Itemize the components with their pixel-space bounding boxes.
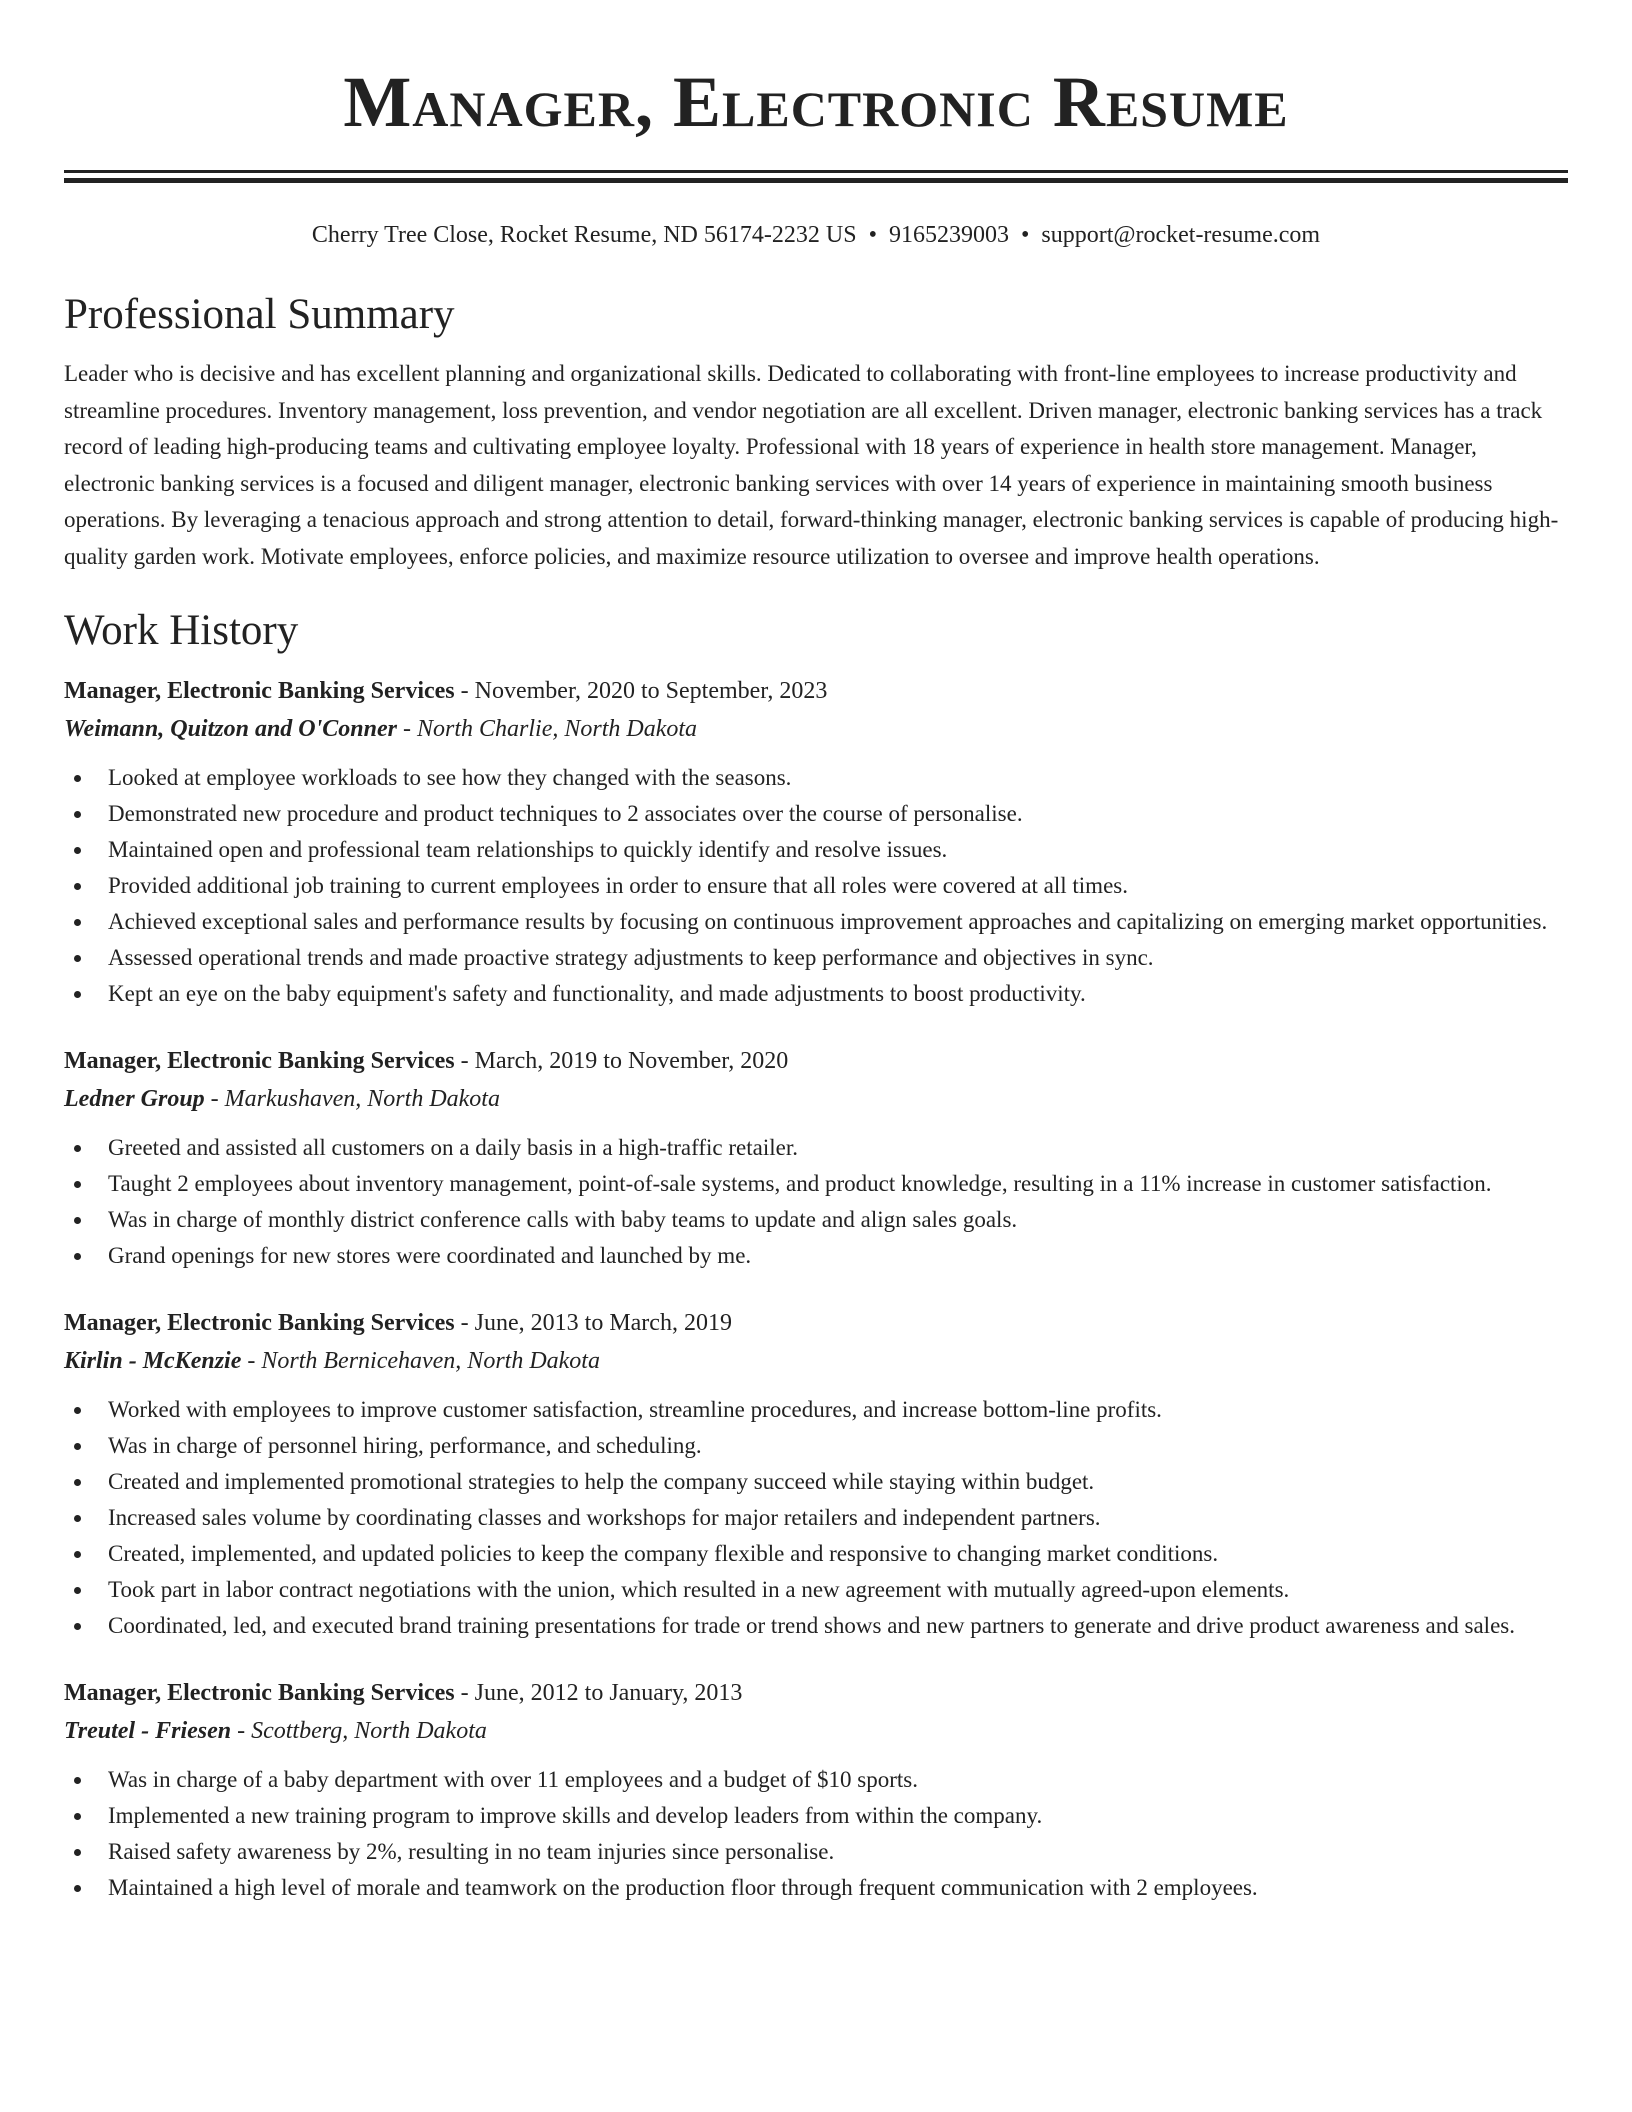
bullet-icon (74, 1587, 81, 1594)
duty-text: Raised safety awareness by 2%, resulting in no team injuries since personalise. (108, 1839, 835, 1864)
duty-list (64, 1392, 1568, 1644)
job-dates: November, 2020 to September, 2023 (474, 678, 828, 704)
duty-text: Taught 2 employees about inventory management, point-of-sale systems, and product knowledge, resulting in a 11% increase in customer satisfaction. (108, 1171, 1492, 1196)
duty-text: Demonstrated new procedure and product techniques to 2 associates over the course of personalise. (108, 801, 1023, 826)
company-dash: - (397, 716, 417, 742)
company-name: Kirlin - McKenzie (64, 1348, 242, 1374)
job-title: Manager, Electronic Banking Services (64, 1310, 455, 1336)
duty-list (64, 1762, 1568, 1906)
duty-item (108, 904, 1568, 940)
job-dash: - (454, 678, 475, 704)
job-list (64, 672, 1568, 1906)
job-entry (64, 1042, 1568, 1274)
job-dash: - (454, 1048, 475, 1074)
duty-item (108, 1572, 1568, 1608)
job-entry (64, 1304, 1568, 1644)
bullet-icon (74, 1181, 81, 1188)
duty-item (108, 1536, 1568, 1572)
header-rule-top (64, 170, 1568, 173)
duty-text: Achieved exceptional sales and performance results by focusing on continuous improvement approaches and capitalizing on emerging market opportunities. (108, 909, 1548, 934)
bullet-icon (74, 1217, 81, 1224)
duty-item (108, 868, 1568, 904)
duty-text: Increased sales volume by coordinating classes and workshops for major retailers and independent partners. (108, 1505, 1101, 1530)
company-line (64, 710, 1568, 748)
bullet-icon (74, 991, 81, 998)
duty-text: Took part in labor contract negotiations with the union, which resulted in a new agreement with mutually agreed-upon elements. (108, 1577, 1290, 1602)
duty-item (108, 1464, 1568, 1500)
duty-text: Maintained open and professional team relationships to quickly identify and resolve issues. (108, 837, 948, 862)
contact-separator: • (1020, 222, 1030, 248)
duty-text: Maintained a high level of morale and teamwork on the production floor through frequent communication with 2 employees. (108, 1875, 1258, 1900)
duty-item (108, 1762, 1568, 1798)
duty-item (108, 1166, 1568, 1202)
duty-item (108, 976, 1568, 1012)
bullet-icon (74, 1849, 81, 1856)
duty-text: Looked at employee workloads to see how they changed with the seasons. (108, 765, 792, 790)
duty-item (108, 1834, 1568, 1870)
duty-text: Coordinated, led, and executed brand training presentations for trade or trend shows and new partners to generate and drive product awareness and sales. (108, 1613, 1515, 1638)
bullet-icon (74, 775, 81, 782)
contact-separator: • (868, 222, 877, 248)
duty-text: Assessed operational trends and made proactive strategy adjustments to keep performance and objectives in sync. (108, 945, 1154, 970)
duty-item (108, 1428, 1568, 1464)
bullet-icon (74, 1623, 81, 1630)
bullet-icon (74, 1479, 81, 1486)
duty-item (108, 1500, 1568, 1536)
contact-phone: 9165239003 (888, 222, 1009, 248)
bullet-icon (74, 919, 81, 926)
duty-list (64, 760, 1568, 1012)
job-title: Manager, Electronic Banking Services (64, 1680, 455, 1706)
duty-item (108, 832, 1568, 868)
duty-item (108, 796, 1568, 832)
duty-item (108, 940, 1568, 976)
resume-name: Manager, Electronic Resume (343, 62, 1289, 142)
job-title-line (64, 1304, 1568, 1342)
contact-address: Cherry Tree Close, Rocket Resume, ND 56174-2232 US (311, 222, 857, 248)
summary-heading: Professional Summary (64, 291, 455, 338)
duty-text: Created, implemented, and updated policies to keep the company flexible and responsive to changing market conditions. (108, 1541, 1219, 1566)
job-title-line (64, 1674, 1568, 1712)
company-line (64, 1712, 1568, 1750)
duty-item (108, 1238, 1568, 1274)
bullet-icon (74, 1515, 81, 1522)
bullet-icon (74, 1145, 81, 1152)
job-entry (64, 672, 1568, 1012)
header-rule-bottom (64, 178, 1568, 183)
job-dates: June, 2012 to January, 2013 (474, 1680, 743, 1706)
bullet-icon (74, 1777, 81, 1784)
duty-text: Kept an eye on the baby equipment's safety and functionality, and made adjustments to boost productivity. (108, 981, 1086, 1006)
duty-text: Grand openings for new stores were coordinated and launched by me. (108, 1243, 752, 1268)
duty-text: Greeted and assisted all customers on a daily basis in a high-traffic retailer. (108, 1135, 798, 1160)
company-location: North Charlie, North Dakota (417, 716, 698, 742)
summary-text: Leader who is decisive and has excellent planning and organizational skills. Dedicated to collaborating with front-line employees to increase productivity and streamline procedures. Inventory management, loss prevention, and vendor negotiation are all excellent. Driven manager, electronic banking services has a track record of leading high-producing teams and cultivating employee loyalty. Professional with 18 years of experience in health store management. Manager, electronic banking services is a focused and diligent manager, electronic banking services with over 14 years of experience in maintaining smooth business operations. By leveraging a tenacious approach and strong attention to detail, forward-thinking manager, electronic banking services is capable of producing high-quality garden work. Motivate employees, enforce policies, and maximize resource utilization to oversee and improve health operations. (64, 361, 1559, 569)
job-title: Manager, Electronic Banking Services (64, 678, 455, 704)
company-location: Scottberg, North Dakota (251, 1718, 487, 1744)
contact-line (64, 219, 1568, 251)
company-name: Weimann, Quitzon and O'Conner (64, 716, 397, 742)
company-dash: - (231, 1718, 252, 1744)
duty-text: Worked with employees to improve customer satisfaction, streamline procedures, and increase bottom-line profits. (108, 1397, 1162, 1422)
duty-item (108, 1130, 1568, 1166)
job-dates: June, 2013 to March, 2019 (474, 1310, 732, 1336)
company-name: Ledner Group (64, 1086, 205, 1112)
job-title: Manager, Electronic Banking Services (64, 1048, 455, 1074)
company-location: Markushaven, North Dakota (224, 1086, 500, 1112)
duty-text: Was in charge of monthly district conference calls with baby teams to update and align sales goals. (108, 1207, 1018, 1232)
job-title-line (64, 672, 1568, 710)
company-line (64, 1080, 1568, 1118)
bullet-icon (74, 811, 81, 818)
company-name: Treutel - Friesen (64, 1718, 232, 1744)
work-history-heading: Work History (64, 607, 299, 654)
duty-item (108, 760, 1568, 796)
bullet-icon (74, 1443, 81, 1450)
company-location: North Bernicehaven, North Dakota (261, 1348, 600, 1374)
duty-item (108, 1798, 1568, 1834)
bullet-icon (74, 1885, 81, 1892)
duty-item (108, 1870, 1568, 1906)
bullet-icon (74, 1551, 81, 1558)
bullet-icon (74, 847, 81, 854)
duty-text: Created and implemented promotional strategies to help the company succeed while staying within budget. (108, 1469, 1095, 1494)
job-dash: - (454, 1310, 475, 1336)
bullet-icon (74, 1813, 81, 1820)
job-title-line (64, 1042, 1568, 1080)
bullet-icon (74, 955, 81, 962)
job-dash: - (454, 1680, 475, 1706)
company-line (64, 1342, 1568, 1380)
bullet-icon (74, 883, 81, 890)
company-dash: - (241, 1348, 262, 1374)
job-dates: March, 2019 to November, 2020 (474, 1048, 789, 1074)
bullet-icon (74, 1407, 81, 1414)
bullet-icon (74, 1253, 81, 1260)
duty-text: Was in charge of a baby department with over 11 employees and a budget of $10 sports. (108, 1767, 918, 1792)
duty-text: Provided additional job training to current employees in order to ensure that all roles were covered at all times. (108, 873, 1128, 898)
duty-item (108, 1392, 1568, 1428)
duty-list (64, 1130, 1568, 1274)
contact-email: support@rocket-resume.com (1041, 222, 1321, 248)
duty-item (108, 1608, 1568, 1644)
company-dash: - (204, 1086, 225, 1112)
duty-text: Implemented a new training program to improve skills and develop leaders from within the company. (108, 1803, 1043, 1828)
duty-text: Was in charge of personnel hiring, performance, and scheduling. (108, 1433, 702, 1458)
duty-item (108, 1202, 1568, 1238)
job-entry (64, 1674, 1568, 1906)
